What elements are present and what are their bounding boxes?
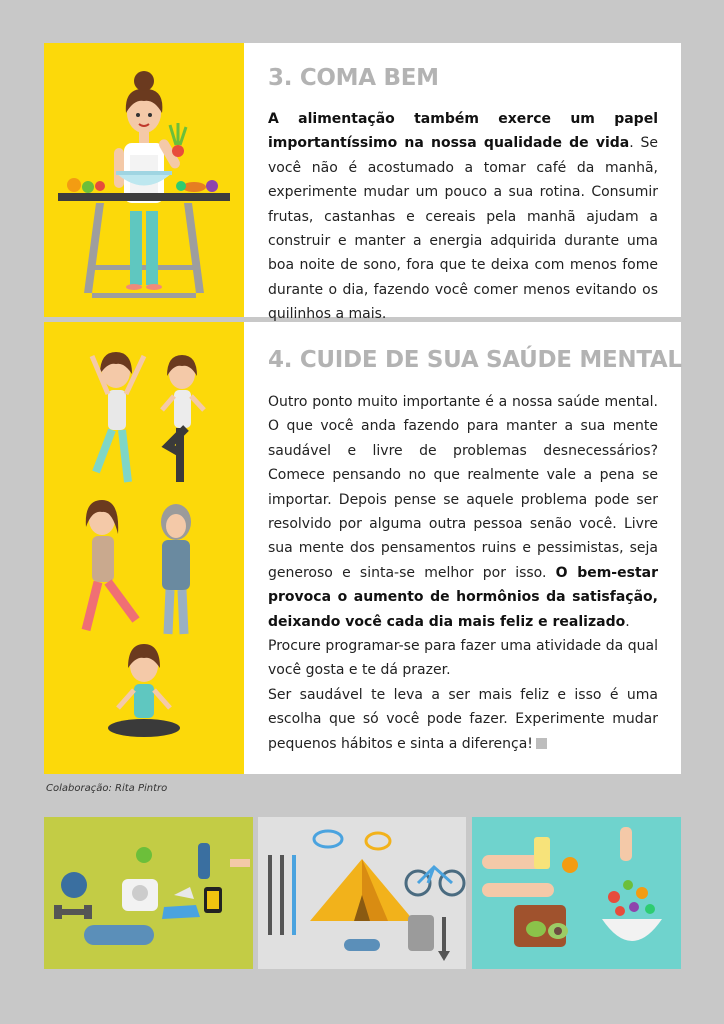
fitness-tile	[44, 817, 253, 969]
section4-para2: Procure programar-se para fazer uma atividade da qual você gosta e te dá prazer.	[268, 638, 658, 679]
section3-illustration-panel	[44, 43, 244, 317]
section3-body	[268, 107, 658, 327]
healthy-food-illustration	[472, 817, 681, 969]
section3-title: 3. COMA BEM	[268, 65, 439, 91]
section4-para1-bold: O bem-estar provoca o aumento de hormônios da satisfação, deixando você cada dia mais feliz e realizado	[268, 564, 658, 630]
section4-body	[268, 390, 658, 756]
women-exercising-illustration	[44, 322, 244, 774]
section4-para3: Ser saudável te leva a ser mais feliz e isso é uma escolha que só você pode fazer. Experimente mudar pequenos hábitos e sinta a diferença!	[268, 686, 658, 752]
section3-bold-lead: A alimentação também exerce um papel importantíssimo na nossa qualidade de vida	[268, 111, 658, 152]
section4-para1-end: .	[625, 613, 630, 630]
section3-rest: . Se você não é acostumado a tomar café da manhã, experimente mudar um pouco a sua rotina. Consumir frutas, castanhas e cereais pela manhã ajudam a construir e manter a energia adquirida durante uma boa noite de sono, fora que te deixa com menos fome durante o dia, fazendo você comer menos evitando os quilinhos a mais.	[268, 135, 658, 323]
section4-text-panel	[244, 322, 681, 774]
section4-illustration-panel	[44, 322, 244, 774]
section4-para1: Outro ponto muito importante é a nossa saúde mental. O que você anda fazendo para manter a sua mente saudável e livre de problemas desnecessários? Comece pensando no que realmente vale a pena se importar. Depois pense se aquele problema pode ser resolvido por alguma outra pessoa senão você. Livre sua mente dos pensamentos ruins e pessimistas, seja generoso e sinta-se melhor por isso.	[268, 394, 658, 581]
section3-text-panel	[244, 43, 681, 323]
credit-line: Colaboração: Rita Pintro	[46, 783, 168, 794]
food-tile	[472, 817, 681, 969]
woman-cooking-illustration	[44, 43, 244, 317]
section4-title: 4. CUIDE DE SUA SAÚDE MENTAL	[268, 347, 682, 373]
fitness-equipment-illustration	[44, 817, 253, 969]
end-mark-icon	[536, 738, 547, 749]
outdoor-tile	[258, 817, 466, 969]
camping-gear-illustration	[258, 817, 466, 969]
